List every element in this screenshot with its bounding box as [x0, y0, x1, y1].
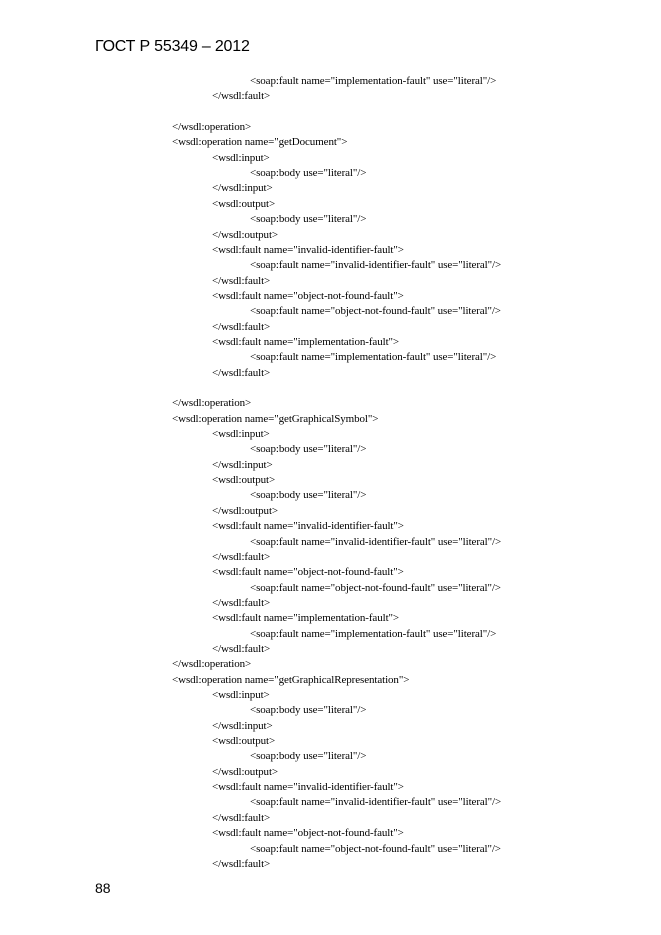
- code-line: <soap:fault name="object-not-found-fault" use="literal"/>: [250, 305, 501, 318]
- code-line: <soap:fault name="invalid-identifier-fault" use="literal"/>: [250, 259, 502, 272]
- code-line: </wsdl:output>: [212, 504, 279, 517]
- code-line: <wsdl:fault name="invalid-identifier-fault">: [212, 520, 404, 533]
- code-line: <wsdl:fault name="object-not-found-fault">: [212, 827, 404, 840]
- code-line: <soap:fault name="object-not-found-fault" use="literal"/>: [250, 581, 501, 594]
- code-line: </wsdl:input>: [212, 458, 273, 471]
- code-line: <wsdl:fault name="object-not-found-fault">: [212, 289, 404, 302]
- code-line: <wsdl:output>: [212, 735, 276, 748]
- code-line: <wsdl:fault name="implementation-fault">: [212, 335, 400, 348]
- code-line: <wsdl:fault name="invalid-identifier-fault">: [212, 243, 404, 256]
- code-line: <wsdl:fault name="implementation-fault">: [212, 612, 400, 625]
- code-line: </wsdl:fault>: [212, 857, 271, 870]
- page-header: ГОСТ Р 55349 – 2012: [95, 38, 250, 55]
- code-line: </wsdl:input>: [212, 719, 273, 732]
- code-line: <soap:fault name="invalid-identifier-fault" use="literal"/>: [250, 796, 502, 809]
- code-line: <wsdl:fault name="invalid-identifier-fault">: [212, 781, 404, 794]
- code-line: <soap:fault name="implementation-fault" use="literal"/>: [250, 627, 497, 640]
- code-line: <wsdl:output>: [212, 197, 276, 210]
- code-line: <soap:body use="literal"/>: [250, 167, 367, 180]
- code-line: <wsdl:operation name="getGraphicalRepresentation">: [172, 673, 410, 686]
- code-line: <wsdl:fault name="object-not-found-fault">: [212, 566, 404, 579]
- code-line: <soap:body use="literal"/>: [250, 489, 367, 502]
- code-line: </wsdl:input>: [212, 182, 273, 195]
- code-line: </wsdl:fault>: [212, 274, 271, 287]
- code-line: <soap:fault name="implementation-fault" use="literal"/>: [250, 351, 497, 364]
- code-line: </wsdl:output>: [212, 765, 279, 778]
- code-line: <soap:fault name="object-not-found-fault" use="literal"/>: [250, 842, 501, 855]
- code-line: <soap:body use="literal"/>: [250, 443, 367, 456]
- code-line: <soap:body use="literal"/>: [250, 704, 367, 717]
- code-line: <wsdl:input>: [212, 689, 270, 701]
- code-line: <wsdl:input>: [212, 151, 270, 164]
- code-line: </wsdl:fault>: [212, 550, 271, 563]
- code-line: </wsdl:fault>: [212, 366, 271, 379]
- code-line: <wsdl:output>: [212, 474, 276, 487]
- code-line: </wsdl:fault>: [212, 596, 271, 609]
- code-line: </wsdl:operation>: [172, 121, 252, 134]
- code-line: <wsdl:operation name="getDocument">: [172, 136, 348, 149]
- code-line: </wsdl:fault>: [212, 811, 271, 824]
- code-line: <soap:fault name="invalid-identifier-fault" use="literal"/>: [250, 535, 502, 548]
- code-line: <wsdl:input>: [212, 428, 270, 441]
- code-line: </wsdl:fault>: [212, 90, 271, 103]
- code-line: </wsdl:fault>: [212, 320, 271, 333]
- code-line: </wsdl:output>: [212, 228, 279, 241]
- code-line: <wsdl:operation name="getGraphicalSymbol">: [172, 412, 379, 425]
- code-line: </wsdl:operation>: [172, 658, 252, 671]
- code-line: </wsdl:fault>: [212, 642, 271, 655]
- code-line: <soap:body use="literal"/>: [250, 750, 367, 763]
- code-line: <soap:fault name="implementation-fault" use="literal"/>: [250, 75, 497, 87]
- code-line: </wsdl:operation>: [172, 397, 252, 410]
- page-number: 88: [95, 880, 111, 896]
- code-line: <soap:body use="literal"/>: [250, 213, 367, 226]
